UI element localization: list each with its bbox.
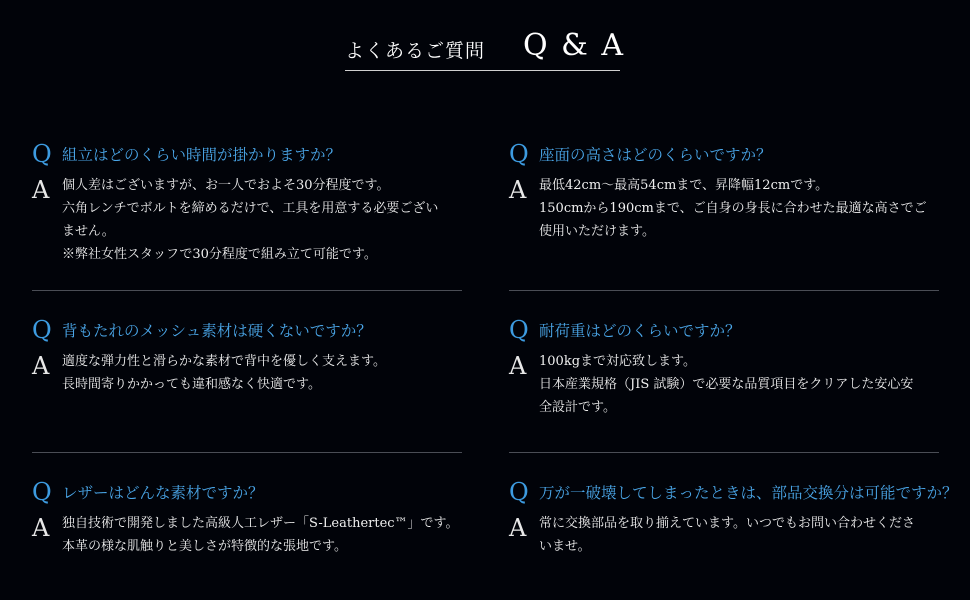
answer-line: ※弊社女性スタッフで30分程度で組み立て可能です。 [62,247,377,262]
answer-mark: A [32,176,50,204]
answer-line: 長時間寄りかかっても違和感なく快適です。 [62,377,321,392]
answer-text [539,174,941,243]
answer-row [32,174,464,266]
answer-text [539,512,941,558]
answer-line: 最低42cm～最高54cmまで、昇降幅12cmです。 [539,178,829,193]
divider [32,452,462,453]
answer-line: 個人差はございますが、お一人でおよそ30分程度です。 [62,178,390,193]
answer-line: 150cmから190cmまで、ご自身の身長に合わせた最適な高さでご [539,201,927,216]
answer-row [509,350,941,419]
question-row [509,140,941,170]
faq-item [32,316,464,396]
answer-line: 本革の様な肌触りと美しさが特徴的な張地です。 [62,539,347,554]
question-row [509,316,941,346]
faq-item [509,478,958,558]
title-japanese: よくあるご質問 [345,40,486,62]
faq-title [345,24,626,72]
answer-row [32,512,464,558]
question-text: 背もたれのメッシュ素材は硬くないですか？ [62,322,372,340]
answer-mark: A [509,514,527,542]
answer-row [32,350,464,396]
faq-item [32,140,464,266]
answer-line: ません。 [62,224,115,239]
divider [509,452,939,453]
question-row [32,478,464,508]
question-mark: Q [32,316,52,344]
answer-text [62,512,464,558]
question-text: 万が一破壊してしまったときは、部品交換分は可能ですか？ [539,484,958,502]
answer-row [509,512,941,558]
question-row [32,140,464,170]
answer-mark: A [509,176,527,204]
answer-line: いませ。 [539,539,591,554]
question-row [509,478,958,508]
question-text: 座面の高さはどのくらいですか？ [539,146,772,164]
question-mark: Q [509,316,529,344]
answer-mark: A [32,352,50,380]
answer-text [62,174,464,266]
question-mark: Q [32,478,52,506]
title-underline [345,70,620,71]
answer-line: 独自技術で開発しました高級人工レザー「S-Leathertec™」です。 [62,516,459,531]
divider [509,290,939,291]
question-text: 耐荷重はどのくらいですか？ [539,322,741,340]
answer-mark: A [32,514,50,542]
question-mark: Q [509,140,529,168]
question-text: 組立はどのくらい時間が掛かりますか？ [62,146,342,164]
divider [32,290,462,291]
answer-line: 六角レンチでボルトを締めるだけで、工具を用意する必要ござい [62,201,439,216]
question-mark: Q [509,478,529,506]
answer-mark: A [509,352,527,380]
question-row [32,316,464,346]
answer-line: 日本産業規格（JIS 試験）で必要な品質項目をクリアした安心安 [539,377,914,392]
answer-text [539,350,941,419]
faq-item [509,316,941,419]
title-qa: Q & A [523,28,626,63]
faq-item [32,478,464,558]
answer-line: 全設計です。 [539,400,616,415]
answer-line: 適度な弾力性と滑らかな素材で背中を優しく支えます。 [62,354,386,369]
answer-line: 使用いただけます。 [539,224,655,239]
answer-row [509,174,941,243]
answer-line: 100kgまで対応致します。 [539,354,696,369]
question-text: レザーはどんな素材ですか？ [62,484,264,502]
answer-text [62,350,464,396]
answer-line: 常に交換部品を取り揃えています。いつでもお問い合わせくださ [539,516,915,531]
question-mark: Q [32,140,52,168]
faq-item [509,140,941,243]
